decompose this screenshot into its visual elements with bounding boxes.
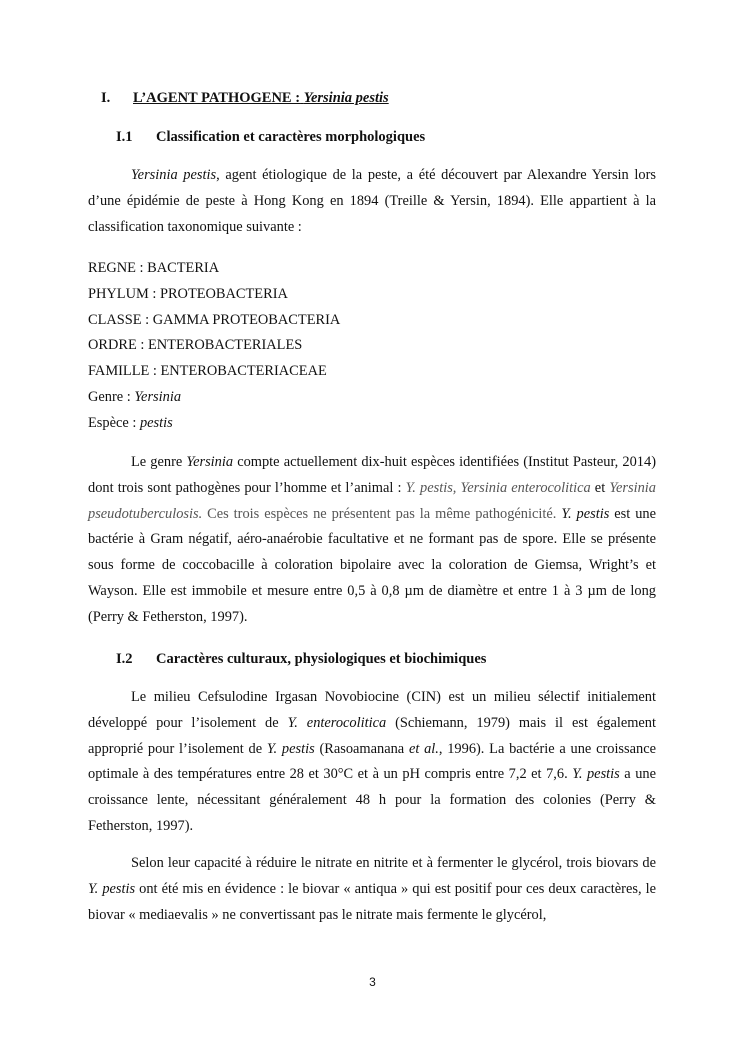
text-run: ont été mis en évidence : le biovar « antiqua » qui est positif pour ces deux caractères, le biovar « mediaevalis » ne convertissant pas le nitrate mais fermente le glycérol, bbox=[88, 880, 656, 923]
heading-1-1 bbox=[116, 129, 425, 146]
paragraph-genus bbox=[88, 450, 656, 631]
taxonomy-regne: REGNE : BACTERIA bbox=[88, 260, 220, 276]
heading-1 bbox=[101, 90, 389, 107]
text-run: (Rasoamanana bbox=[314, 740, 409, 757]
text-run: , 1996). La bactérie a une croissance optimale à des températures entre 28 et 30°C et à un pH compris entre 7,2 et 7,6. bbox=[88, 740, 656, 783]
italic-run: Y. enterocolitica bbox=[287, 714, 387, 731]
species-name: Yersinia pestis bbox=[131, 167, 217, 183]
heading-1-title-text: L’AGENT PATHOGENE : bbox=[133, 90, 301, 106]
taxonomy-ordre: ORDRE : ENTEROBACTERIALES bbox=[88, 337, 303, 354]
taxonomy-espece-label: Espèce : bbox=[88, 414, 137, 431]
text-run: et bbox=[590, 479, 610, 496]
heading-1-1-number: I.1 bbox=[116, 129, 133, 145]
paragraph-discovery bbox=[88, 163, 656, 240]
italic-run: Y. pestis bbox=[561, 505, 610, 522]
taxonomy-classe: CLASSE : GAMMA PROTEOBACTERIA bbox=[88, 311, 341, 328]
italic-run: Y. pestis, Yersinia enterocolitica bbox=[405, 479, 591, 496]
taxonomy-famille: FAMILLE : ENTEROBACTERIACEAE bbox=[88, 363, 327, 380]
taxonomy-genre-label: Genre : bbox=[88, 388, 131, 405]
taxonomy-list bbox=[88, 256, 340, 437]
text-run: Selon leur capacité à réduire le nitrate en nitrite et à fermenter le glycérol, trois biovars de bbox=[131, 855, 656, 871]
text-run: est une bactérie à Gram négatif, aéro-anaérobie facultative et ne formant pas de spore. Elle se présente sous forme de coccobacille à coloration bipolaire avec la coloration de Giemsa, Wright’s et Wayson. Elle est immobile et mesure entre 0,5 à 0,8 µm de diamètre et entre 1 à 3 µm de long (Perry & Fetherston, 1997). bbox=[88, 505, 656, 625]
italic-run: Yersinia pseudotuberculosis. bbox=[88, 479, 656, 522]
paragraph-discovery-text: , agent étiologique de la peste, a été découvert par Alexandre Yersin lors d’une épidémie de peste à Hong Kong en 1894 (Treille & Yersin, 1894). Elle appartient à la classification taxonomique suivante : bbox=[88, 167, 656, 235]
heading-1-1-title: Classification et caractères morphologiques bbox=[156, 129, 426, 145]
taxonomy-espece bbox=[88, 411, 340, 437]
page-number: 3 bbox=[369, 975, 376, 989]
taxonomy-espece-value: pestis bbox=[139, 414, 173, 431]
text-run: a une croissance lente, nécessitant généralement 48 h pour la formation des colonies (Perry & Fetherston, 1997). bbox=[88, 766, 656, 834]
text-run: Le milieu Cefsulodine Irgasan Novobiocine (CIN) est un milieu sélectif initialement développé pour l’isolement de bbox=[88, 689, 656, 731]
taxonomy-genre-value: Yersinia bbox=[134, 388, 182, 405]
heading-1-2-title: Caractères culturaux, physiologiques et biochimiques bbox=[156, 651, 487, 667]
text-run: Ces trois espèces ne présentent pas la même pathogénicité. bbox=[202, 505, 562, 522]
italic-run: et al. bbox=[408, 740, 439, 757]
taxonomy-genre bbox=[88, 385, 340, 411]
text-run: (Schiemann, 1979) mais il est également approprié pour l’isolement de bbox=[88, 714, 657, 757]
heading-1-title-italic: Yersinia pestis bbox=[303, 90, 389, 106]
text-run: Le genre bbox=[131, 454, 187, 470]
heading-1-2 bbox=[116, 651, 486, 668]
paragraph-culture bbox=[88, 685, 656, 840]
italic-run: Y. pestis bbox=[88, 880, 136, 897]
italic-run: Yersinia bbox=[186, 454, 234, 470]
heading-1-2-number: I.2 bbox=[116, 651, 133, 667]
heading-1-title bbox=[133, 90, 389, 106]
text-run: compte actuellement dix-huit espèces identifiées (Institut Pasteur, 2014) dont trois sont pathogènes pour l’homme et l’animal : bbox=[88, 454, 656, 496]
italic-run: Y. pestis bbox=[572, 766, 620, 783]
taxonomy-phylum: PHYLUM : PROTEOBACTERIA bbox=[88, 285, 288, 302]
paragraph-biovars bbox=[88, 851, 656, 928]
italic-run: Y. pestis bbox=[266, 740, 315, 757]
heading-1-number: I. bbox=[101, 90, 111, 106]
